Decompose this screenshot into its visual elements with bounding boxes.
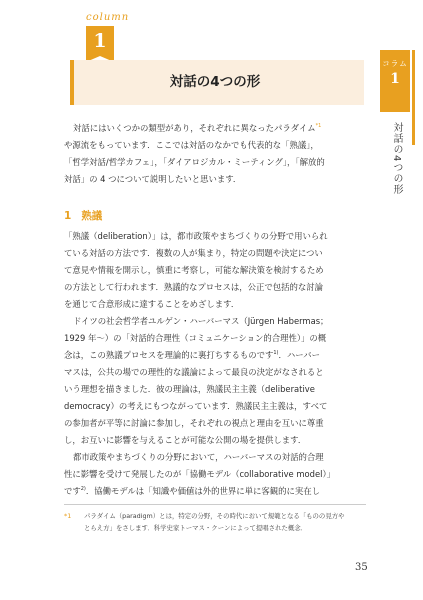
intro-line-2: や源流をもっています．ここでは対話のなかでも代表的な「熟議」， [64,140,319,150]
paragraph-line: 1929 年～）の「対話的合理性（コミュニケーション的合理性）」の概 [64,333,327,343]
paragraph-line: を通じて合意形成に達することをめざします． [64,299,240,309]
section-number: 1 [64,210,72,222]
section-title: 熟議 [81,210,103,222]
side-accent-bar [412,50,415,145]
column-label: column [86,12,130,23]
side-tab-number: 1 [390,71,400,87]
paragraph-line: 念は，この熟議プロセスを理論的に裏打ちするものです$^{1)}$．ハーバー [64,350,320,360]
footnote-divider [64,504,366,505]
footnote [64,510,366,534]
page-number: 35 [355,562,368,573]
paragraph-habermas [64,313,366,449]
column-number-badge: 1 [86,26,114,56]
side-running-title: 対話の4つの形 [391,122,402,196]
reference-mark[interactable]: 1) [273,350,279,357]
intro-line-1: 対話にはいくつかの類型があり，それぞれに異なったパラダイム$^{*1}$ [73,123,322,133]
paragraph-line: 性に影響を受けて発展したのが「協働モデル（collaborative model）」 [64,469,335,479]
paragraph-line: し，お互いに影響を与えることが可能な公開の場を提供します． [64,435,307,445]
reference-mark[interactable]: 2) [80,486,86,493]
intro-line-4: 対話」の 4 つについて説明したいと思います． [64,174,242,184]
paragraph-line: 都市政策やまちづくりの分野において，ハーバーマスの対話的合理 [73,452,324,462]
paragraph-line: democracy）の考えにもつながっています．熟議民主主義は，すべて [64,401,328,411]
footnote-line-2: とらえ方」をさします．科学史家トーマス・クーンによって提唱された概念． [84,524,308,532]
footnote-line-1: *1 パラダイム（paradigm）とは，特定の分野，その時代において規範となる「ものの見方や [64,512,345,520]
intro-line-3: 「哲学対話/哲学カフェ」，「ダイアロジカル・ミーティング」，「解放的 [64,157,325,167]
footnote-mark[interactable]: *1 [315,123,322,130]
section-heading [64,208,102,223]
paragraph-line: ている対話の方法です．複数の人が集まり，特定の問題や決定につい [64,248,323,258]
paragraph-line: の参加者が平等に討論に参加し，それぞれの視点と理由を互いに尊重 [64,418,324,428]
paragraph-line: の方法として行われます．熟議的なプロセスは，公正で包括的な討論 [64,282,323,292]
side-index-tab [380,50,410,112]
paragraph-collaborative-model [64,449,366,500]
paragraph-line: いう理想を描きました．彼の理論は，熟議民主主義（deliberative [64,384,315,394]
intro-paragraph [64,120,366,188]
paragraph-line: マスは，公共の場での理性的な議論によって最良の決定がなされると [64,367,324,377]
page-title: 対話の4つの形 [169,74,261,90]
footnote-marker: *1 [64,512,72,520]
paragraph-line: ドイツの社会哲学者ユルゲン・ハーバーマス（Jürgen Habermas； [73,316,329,326]
paragraph-line: 「熟議（deliberation）」は，都市政策やまちづくりの分野で用いられ [64,231,328,241]
paragraph-deliberation [64,228,366,313]
paragraph-line: です$^{2)}$．協働モデルは「知識や価値は外的世界に単に客観的に実在し [64,486,320,496]
paragraph-line: て意見や情報を開示し，慎重に考察し，可能な解決策を検討するため [64,265,324,275]
side-tab-label: コラム [382,59,408,68]
